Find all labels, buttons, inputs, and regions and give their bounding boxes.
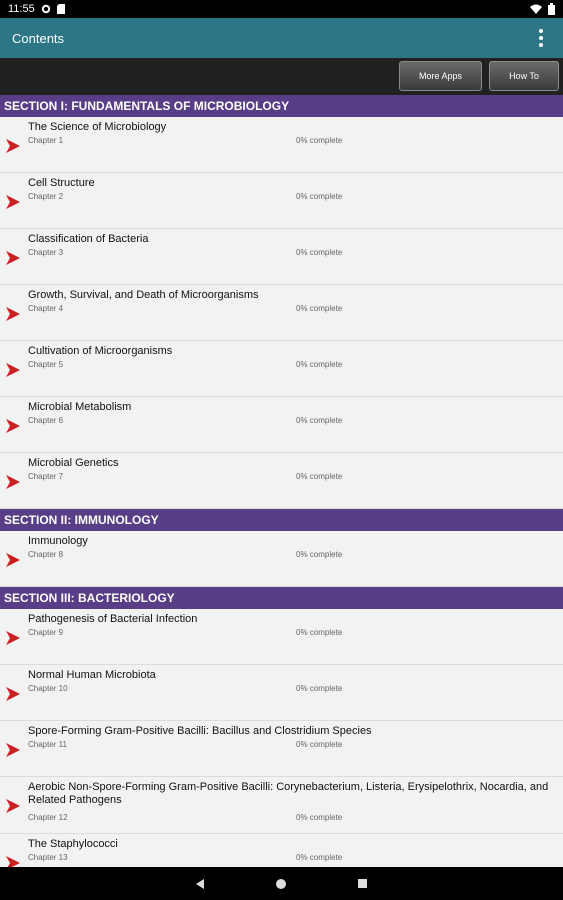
back-icon[interactable]: [196, 879, 204, 889]
chapter-title: Microbial Metabolism: [28, 401, 132, 413]
chevron-right-icon: [6, 419, 20, 433]
chapter-number: Chapter 4: [28, 304, 64, 313]
section-header: SECTION III: BACTERIOLOGY: [0, 587, 563, 609]
chapter-progress: 0% complete: [296, 136, 343, 145]
chapter-title: The Staphylococci: [28, 838, 118, 850]
chapter-title: Spore-Forming Gram-Positive Bacilli: Bacillus and Clostridium Species: [28, 725, 372, 737]
chapter-title: The Science of Microbiology: [28, 121, 167, 133]
chapter-title: Cell Structure: [28, 177, 95, 189]
chapter-row[interactable]: [0, 341, 563, 397]
chapter-number: Chapter 12: [28, 813, 68, 822]
section-header: SECTION II: IMMUNOLOGY: [0, 509, 563, 531]
page-title: Contents: [12, 30, 65, 46]
recent-apps-icon[interactable]: [358, 879, 367, 888]
chapter-number: Chapter 2: [28, 192, 64, 201]
chapter-title: Aerobic Non-Spore-Forming Gram-Positive Bacilli: Corynebacterium, Listeria, Erysipelothrix, Nocardia, and Related Pathogens: [28, 781, 549, 806]
home-icon[interactable]: [276, 879, 286, 889]
chapter-progress: 0% complete: [296, 550, 343, 559]
chevron-right-icon: [6, 251, 20, 265]
contents-list[interactable]: [0, 95, 563, 867]
chevron-right-icon: [6, 799, 20, 813]
chapter-number: Chapter 11: [28, 740, 67, 749]
chapter-row[interactable]: [0, 834, 563, 867]
chapter-progress: 0% complete: [296, 416, 343, 425]
chapter-number: Chapter 5: [28, 360, 64, 369]
chapter-title: Normal Human Microbiota: [28, 669, 156, 681]
chapter-title: Growth, Survival, and Death of Microorganisms: [28, 289, 259, 301]
chapter-number: Chapter 9: [28, 628, 64, 637]
chapter-progress: 0% complete: [296, 360, 343, 369]
chapter-number: Chapter 1: [28, 136, 64, 145]
chapter-progress: 0% complete: [296, 472, 343, 481]
chapter-row[interactable]: [0, 531, 563, 587]
chapter-number: Chapter 7: [28, 472, 64, 481]
chapter-title: Microbial Genetics: [28, 457, 119, 469]
wifi-icon: [530, 4, 542, 14]
chapter-row[interactable]: [0, 229, 563, 285]
chevron-right-icon: [6, 139, 20, 153]
app-bar: [0, 18, 563, 58]
overflow-menu-icon[interactable]: [531, 26, 551, 50]
chapter-number: Chapter 8: [28, 550, 64, 559]
chevron-right-icon: [6, 475, 20, 489]
battery-icon: [548, 3, 555, 15]
status-bar: [0, 0, 563, 18]
chapter-row[interactable]: [0, 173, 563, 229]
chapter-row[interactable]: [0, 777, 563, 834]
chapter-progress: 0% complete: [296, 248, 343, 257]
chapter-row[interactable]: [0, 117, 563, 173]
chapter-row[interactable]: [0, 397, 563, 453]
chapter-progress: 0% complete: [296, 853, 343, 862]
chapter-title: Pathogenesis of Bacterial Infection: [28, 613, 198, 625]
chapter-title: Immunology: [28, 535, 88, 547]
chapter-row[interactable]: [0, 665, 563, 721]
status-time: 11:55: [8, 3, 35, 15]
chevron-right-icon: [6, 743, 20, 757]
chevron-right-icon: [6, 307, 20, 321]
more-apps-button[interactable]: More Apps: [399, 61, 482, 91]
chapter-number: Chapter 10: [28, 684, 68, 693]
toolbar: [0, 58, 563, 95]
chapter-progress: 0% complete: [296, 684, 343, 693]
chapter-number: Chapter 13: [28, 853, 68, 862]
chevron-right-icon: [6, 195, 20, 209]
settings-icon: [41, 4, 51, 14]
chevron-right-icon: [6, 687, 20, 701]
chapter-row[interactable]: [0, 721, 563, 777]
chevron-right-icon: [6, 363, 20, 377]
chapter-title: Classification of Bacteria: [28, 233, 149, 245]
chapter-number: Chapter 3: [28, 248, 64, 257]
sd-card-icon: [57, 4, 65, 14]
chapter-progress: 0% complete: [296, 192, 343, 201]
chapter-progress: 0% complete: [296, 813, 343, 822]
chapter-row[interactable]: [0, 285, 563, 341]
chevron-right-icon: [6, 631, 20, 645]
chapter-title: Cultivation of Microorganisms: [28, 345, 173, 357]
section-header: SECTION I: FUNDAMENTALS OF MICROBIOLOGY: [0, 95, 563, 117]
chapter-progress: 0% complete: [296, 628, 343, 637]
chevron-right-icon: [6, 856, 20, 867]
chapter-number: Chapter 6: [28, 416, 64, 425]
how-to-button[interactable]: How To: [489, 61, 559, 91]
chapter-progress: 0% complete: [296, 304, 343, 313]
navigation-bar: [0, 867, 563, 900]
chapter-progress: 0% complete: [296, 740, 343, 749]
chevron-right-icon: [6, 553, 20, 567]
chapter-row[interactable]: [0, 609, 563, 665]
chapter-row[interactable]: [0, 453, 563, 509]
